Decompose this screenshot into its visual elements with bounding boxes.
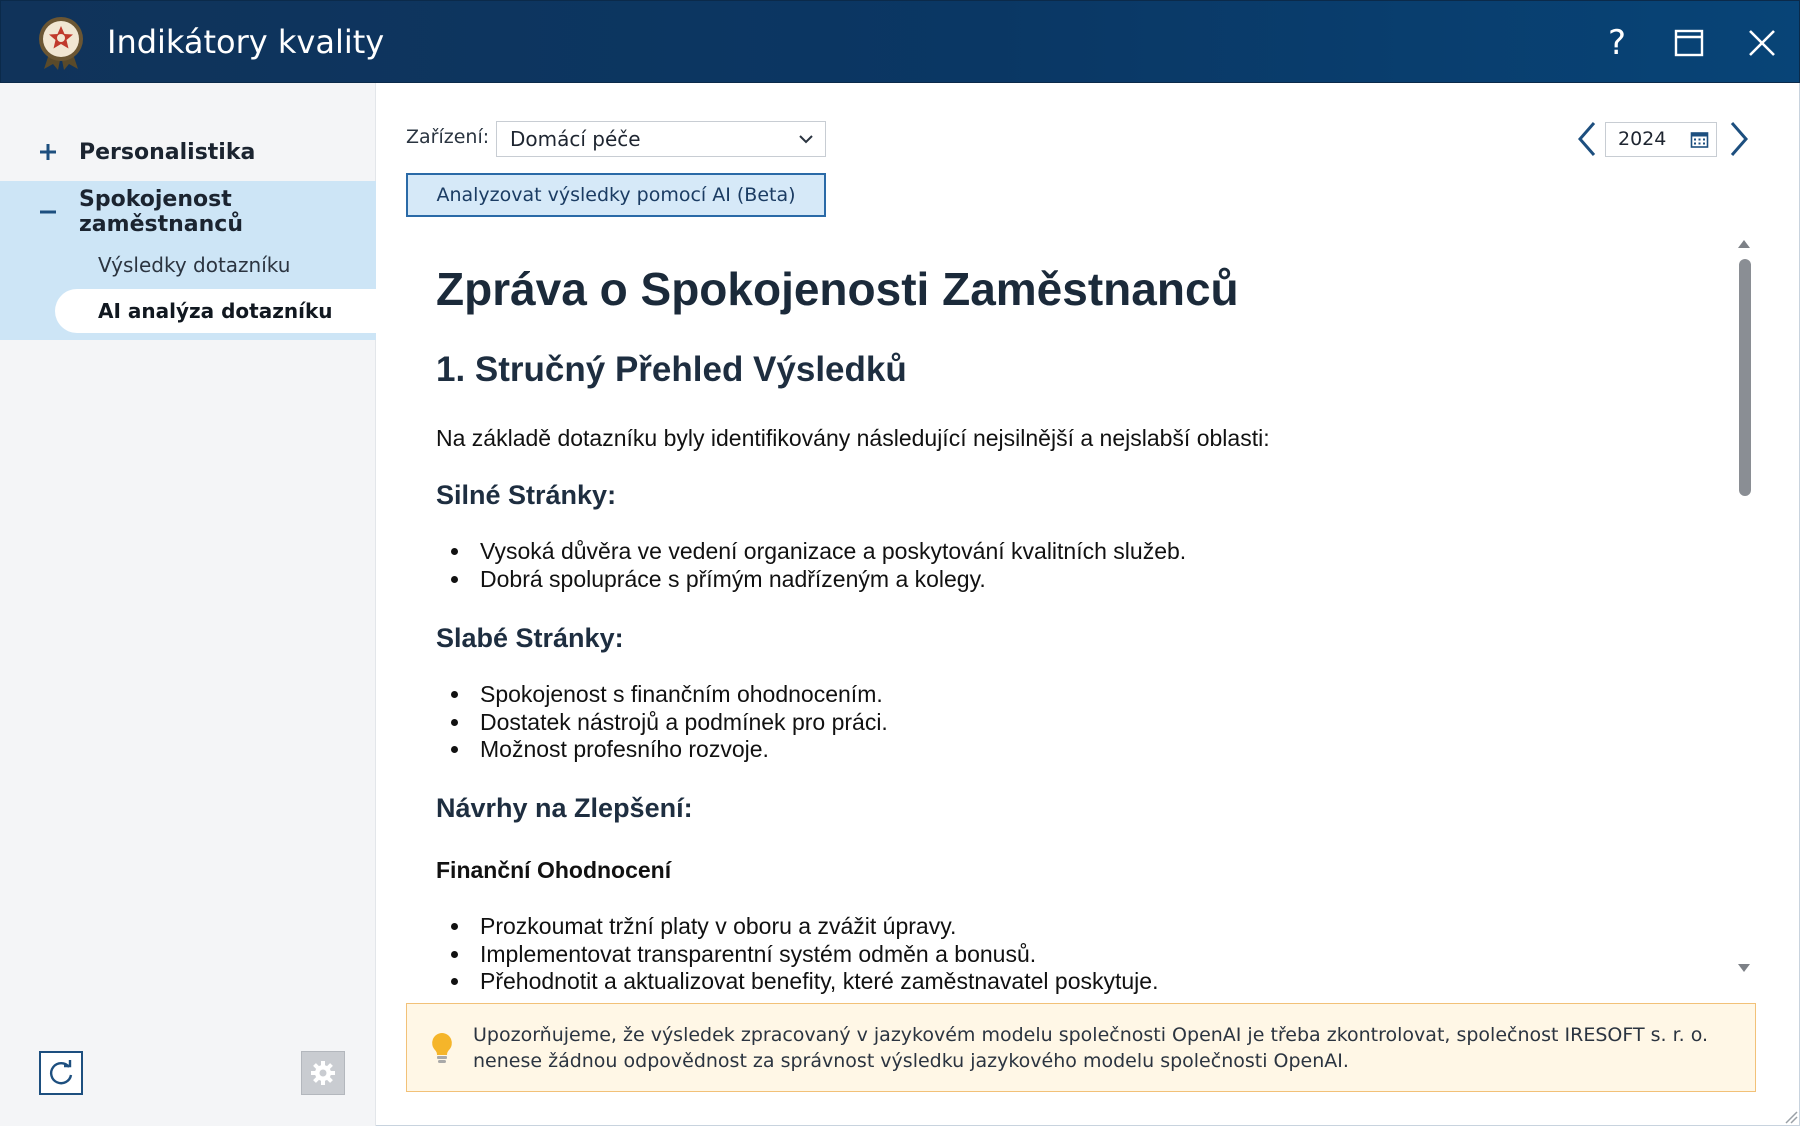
app-title: Indikátory kvality [107,23,385,61]
close-icon [1747,28,1777,58]
list-item: • Přehodnotit a aktualizovat benefity, které zaměstnavatel poskytuje. [472,968,1158,996]
next-year-button[interactable] [1724,118,1754,160]
list-item: • Dobrá spolupráce s přímým nadřízeným a kolegy. [472,566,1186,594]
calendar-icon[interactable] [1690,130,1709,149]
settings-button[interactable] [301,1051,345,1095]
plus-icon [38,142,58,162]
help-icon: ? [1607,23,1627,63]
device-select-value: Domácí péče [510,127,641,151]
report-section-title: 1. Stručný Přehled Výsledků [436,350,907,389]
financial-list [472,913,1158,996]
weaknesses-list [472,681,888,764]
list-item: • Možnost profesního rozvoje. [472,736,888,764]
sidebar-group-label: Spokojenost zaměstnanců [79,187,243,237]
sidebar-item-vysledky-dotazniku[interactable]: Výsledky dotazníku [98,253,291,277]
year-input[interactable]: 2024 [1605,122,1717,157]
improvements-title: Návrhy na Zlepšení: [436,793,693,823]
resize-grip-icon[interactable] [1782,1108,1798,1124]
openai-warning [406,1003,1756,1092]
maximize-button[interactable] [1661,15,1717,71]
device-label: Zařízení: [406,126,490,148]
weaknesses-title: Slabé Stránky: [436,623,624,653]
refresh-button[interactable] [39,1051,83,1095]
list-item: • Spokojenost s finančním ohodnocením. [472,681,888,709]
scrollbar-thumb[interactable] [1739,259,1751,496]
sidebar-group-personalistika[interactable] [0,124,376,180]
device-select[interactable] [496,121,826,157]
sidebar-item-ai-analyza-label[interactable]: AI analýza dotazníku [98,299,333,323]
award-medal-icon [35,15,87,71]
previous-year-button[interactable] [1572,118,1602,160]
chevron-down-icon [797,130,815,148]
ai-report [420,240,1720,994]
report-intro: Na základě dotazníku byly identifikovány následující nejsilnější a nejslabší oblasti: [436,425,1270,451]
refresh-icon [47,1059,75,1087]
warning-text: Upozorňujeme, že výsledek zpracovaný v jazykovém modelu společnosti OpenAI je třeba zkontrolovat, společnost IRESOFT s. r. o. nenese žádnou odpovědnost za správnost výsledku jazykového modelu společnosti OpenAI. [473,1024,1709,1072]
financial-title: Finanční Ohodnocení [436,857,672,883]
close-button[interactable] [1734,15,1790,71]
help-button[interactable] [1589,15,1645,71]
list-item: • Implementovat transparentní systém odměn a bonusů. [472,941,1158,969]
sidebar-group-label: Personalistika [79,139,256,165]
minus-icon [38,202,58,222]
strengths-list [472,538,1186,593]
sidebar-group-spokojenost[interactable] [0,181,376,243]
strengths-title: Silné Stránky: [436,480,617,510]
maximize-icon [1674,29,1704,57]
list-item: • Vysoká důvěra ve vedení organizace a poskytování kvalitních služeb. [472,538,1186,566]
scroll-down-arrow-icon[interactable] [1737,962,1751,974]
lightbulb-icon [429,1031,455,1065]
report-title: Zpráva o Spokojenosti Zaměstnanců [436,263,1239,315]
analyze-ai-button[interactable]: Analyzovat výsledky pomocí AI (Beta) [406,173,826,217]
title-bar [0,0,1800,83]
list-item: • Prozkoumat tržní platy v oboru a zvážit úpravy. [472,913,1158,941]
scroll-up-arrow-icon[interactable] [1737,238,1751,250]
gear-icon [310,1060,336,1086]
list-item: • Dostatek nástrojů a podmínek pro práci. [472,709,888,737]
